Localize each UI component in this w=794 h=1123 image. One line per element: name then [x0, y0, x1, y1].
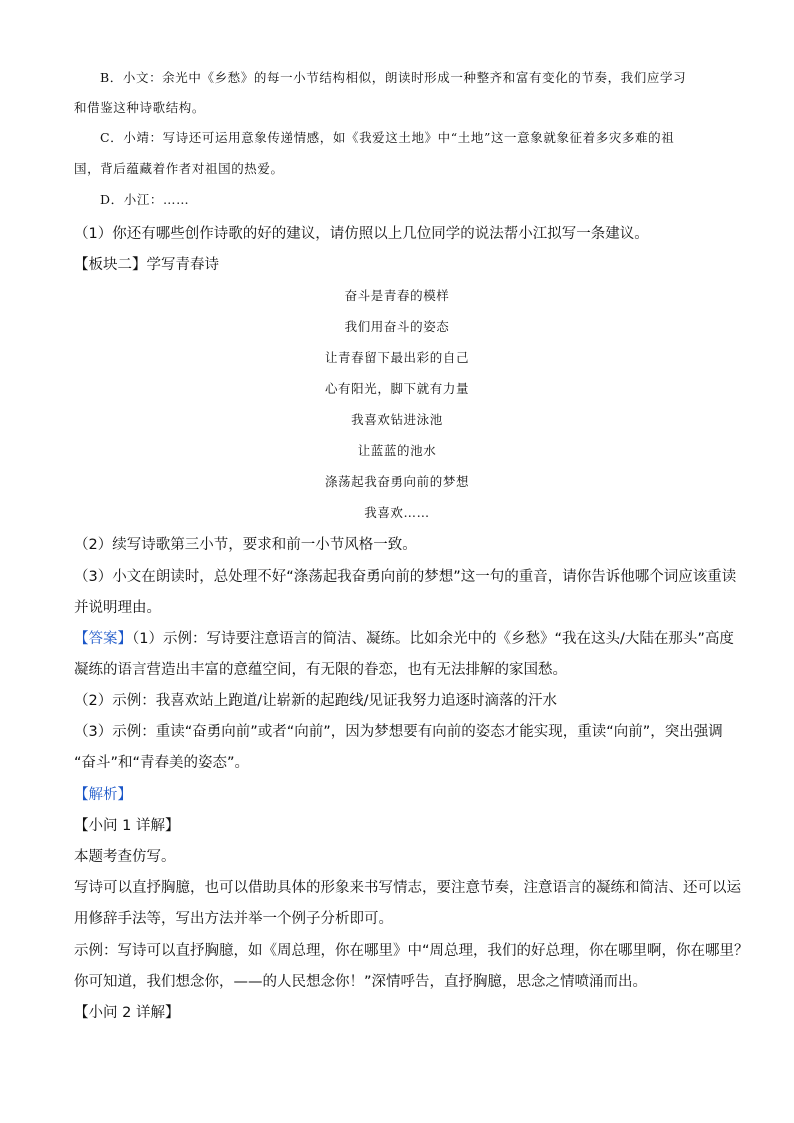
- analysis-paragraph-2-line-1: 写诗可以直抒胸臆，也可以借助具体的形象来书写情志，要注意节奏，注意语言的凝练和简洁、还可以运: [74, 880, 741, 896]
- answer-3-line-1: （3）示例：重读“奋勇向前”或者“向前”，因为梦想要有向前的姿态才能实现，重读“向前”，突出强调: [74, 724, 723, 740]
- question-1: （1）你还有哪些创作诗歌的好的建议，请仿照以上几位同学的说法帮小江拟写一条建议。: [74, 226, 649, 242]
- sub-question-2-heading: 【小问 2 详解】: [74, 1005, 180, 1021]
- question-2: （2）续写诗歌第三小节，要求和前一小节风格一致。: [74, 537, 417, 553]
- analysis-paragraph-2-line-2: 用修辞手法等，写出方法并举一个例子分析即可。: [74, 911, 393, 927]
- option-d-line: D．小江：……: [100, 192, 190, 207]
- poem-line: 奋斗是青春的模样: [344, 288, 450, 303]
- analysis-paragraph-3-line-1: 示例：写诗可以直抒胸臆，如《周总理，你在哪里》中“周总理，我们的好总理，你在哪里啊，你在哪里？: [74, 943, 749, 959]
- answer-3-line-2: “奋斗”和“青春美的姿态”。: [74, 755, 250, 771]
- poem-line: 让蓝蓝的池水: [357, 443, 437, 458]
- answer-1-line-1: [74, 629, 734, 649]
- poem-line: 我喜欢钻进泳池: [351, 412, 443, 427]
- sub-question-1-heading: 【小问 1 详解】: [74, 818, 180, 834]
- poem-line: 我喜欢……: [364, 505, 430, 520]
- analysis-paragraph-3-line-2: 你可知道，我们想念你，——的人民想念你！”深情呼告，直抒胸臆，思念之情喷涌而出。: [74, 974, 648, 990]
- question-3-line-2: 并说明理由。: [74, 600, 161, 616]
- analysis-paragraph-1: 本题考查仿写。: [74, 849, 176, 865]
- section-2-title: 【板块二】学写青春诗: [74, 257, 219, 273]
- poem-line: 心有阳光，脚下就有力量: [324, 381, 470, 396]
- analysis-label: 【解析】: [74, 787, 132, 803]
- option-b-line-2: 和借鉴这种诗歌结构。: [74, 100, 206, 115]
- option-b-line-1: B．小文：余光中《乡愁》的每一小节结构相似，朗读时形成一种整齐和富有变化的节奏，我们应学习: [100, 70, 687, 85]
- answer-2: （2）示例：我喜欢站上跑道/让崭新的起跑线/见证我努力追逐时滴落的汗水: [74, 693, 557, 709]
- answer-1-text: （1）示例：写诗要注意语言的简洁、凝练。比如余光中的《乡愁》“我在这头/大陆在那头”高度: [132, 631, 734, 647]
- poem-line: 让青春留下最出彩的自己: [324, 350, 470, 365]
- option-c-line-2: 国，背后蕴藏着作者对祖国的热爱。: [74, 161, 284, 176]
- poem-line: 我们用奋斗的姿态: [344, 319, 450, 334]
- option-c-line-1: C．小靖：写诗还可运用意象传递情感，如《我爱这土地》中“土地”这一意象就象征着多灾多难的祖: [100, 130, 675, 145]
- answer-label: 【答案】: [74, 631, 132, 647]
- question-3-line-1: （3）小文在朗读时，总处理不好“涤荡起我奋勇向前的梦想”这一句的重音，请你告诉他哪个词应该重读: [74, 569, 737, 585]
- poem-line: 涤荡起我奋勇向前的梦想: [324, 474, 470, 489]
- answer-1-line-2: 凝练的语言营造出丰富的意蕴空间，有无限的眷恋，也有无法排解的家国愁。: [74, 662, 567, 678]
